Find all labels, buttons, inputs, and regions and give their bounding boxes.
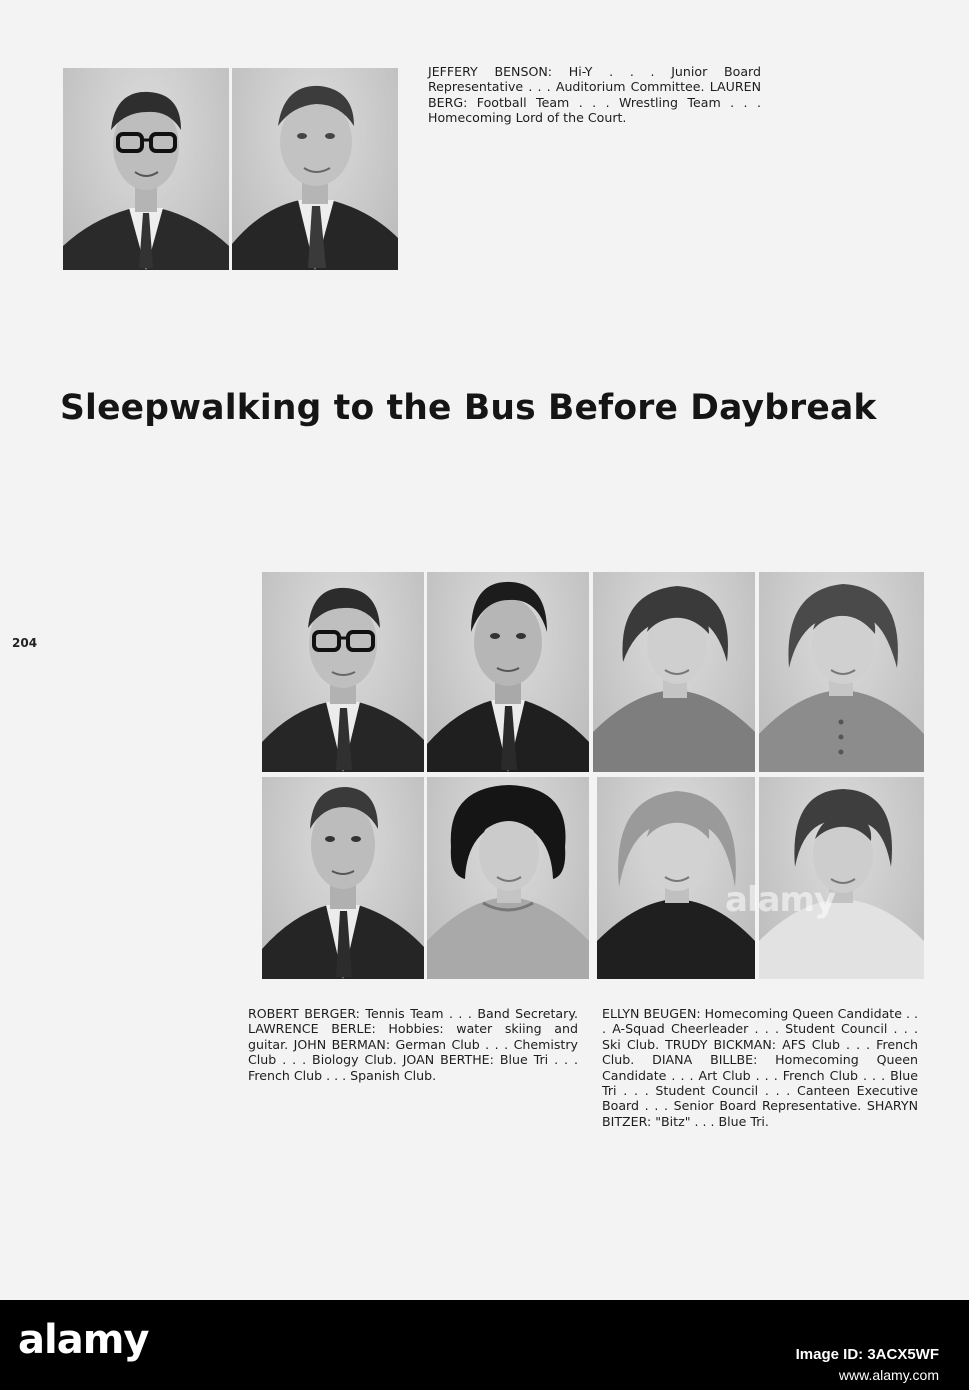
alamy-watermark: alamy — [725, 880, 836, 920]
page-headline: Sleepwalking to the Bus Before Daybreak — [60, 388, 877, 428]
portrait-robert-berger — [262, 572, 424, 772]
caption-right: ELLYN BEUGEN: Homecoming Queen Candidate . . . A-Squad Cheerleader . . . Student Council . . . Ski Club. TRUDY BICKMAN: AFS Club . . . French Club. DIANA BILLBE: Homecoming Queen Candidate . . . Art Club . . . French Club . . . Blue Tri . . . Student Council . . . Canteen Executive Board . . . Senior Board Representative. SHARYN BITZER: "Bitz" . . . Blue Tri. — [602, 1006, 918, 1129]
alamy-logo: alamy — [18, 1317, 149, 1363]
portrait-diana-billbe — [597, 777, 755, 979]
top-caption: JEFFERY BENSON: Hi-Y . . . Junior Board Representative . . . Auditorium Committee. LAUREN BERG: Football Team . . . Wrestling Team . . . Homecoming Lord of the Court. — [428, 64, 761, 126]
footer-info — [796, 1345, 939, 1385]
portrait-ellyn-beugen — [759, 572, 924, 772]
portrait-sharyn-bitzer — [759, 777, 924, 979]
caption-left: ROBERT BERGER: Tennis Team . . . Band Secretary. LAWRENCE BERLE: Hobbies: water skiing and guitar. JOHN BERMAN: German Club . . . Chemistry Club . . . Biology Club. JOAN BERTHE: Blue Tri . . . French Club . . . Spanish Club. — [248, 1006, 578, 1083]
image-id-label: Image ID: 3ACX5WF — [795, 1346, 939, 1363]
portrait-joan-berthe — [593, 572, 755, 772]
portrait-trudy-bickman — [427, 777, 589, 979]
portrait-jeffery-benson — [63, 68, 229, 270]
site-url: www.alamy.com — [838, 1367, 939, 1383]
page-number: 204 — [12, 636, 38, 650]
portrait-lawrence-berle — [427, 572, 589, 772]
portrait-john-berman — [262, 777, 424, 979]
portrait-lauren-berg — [232, 68, 398, 270]
